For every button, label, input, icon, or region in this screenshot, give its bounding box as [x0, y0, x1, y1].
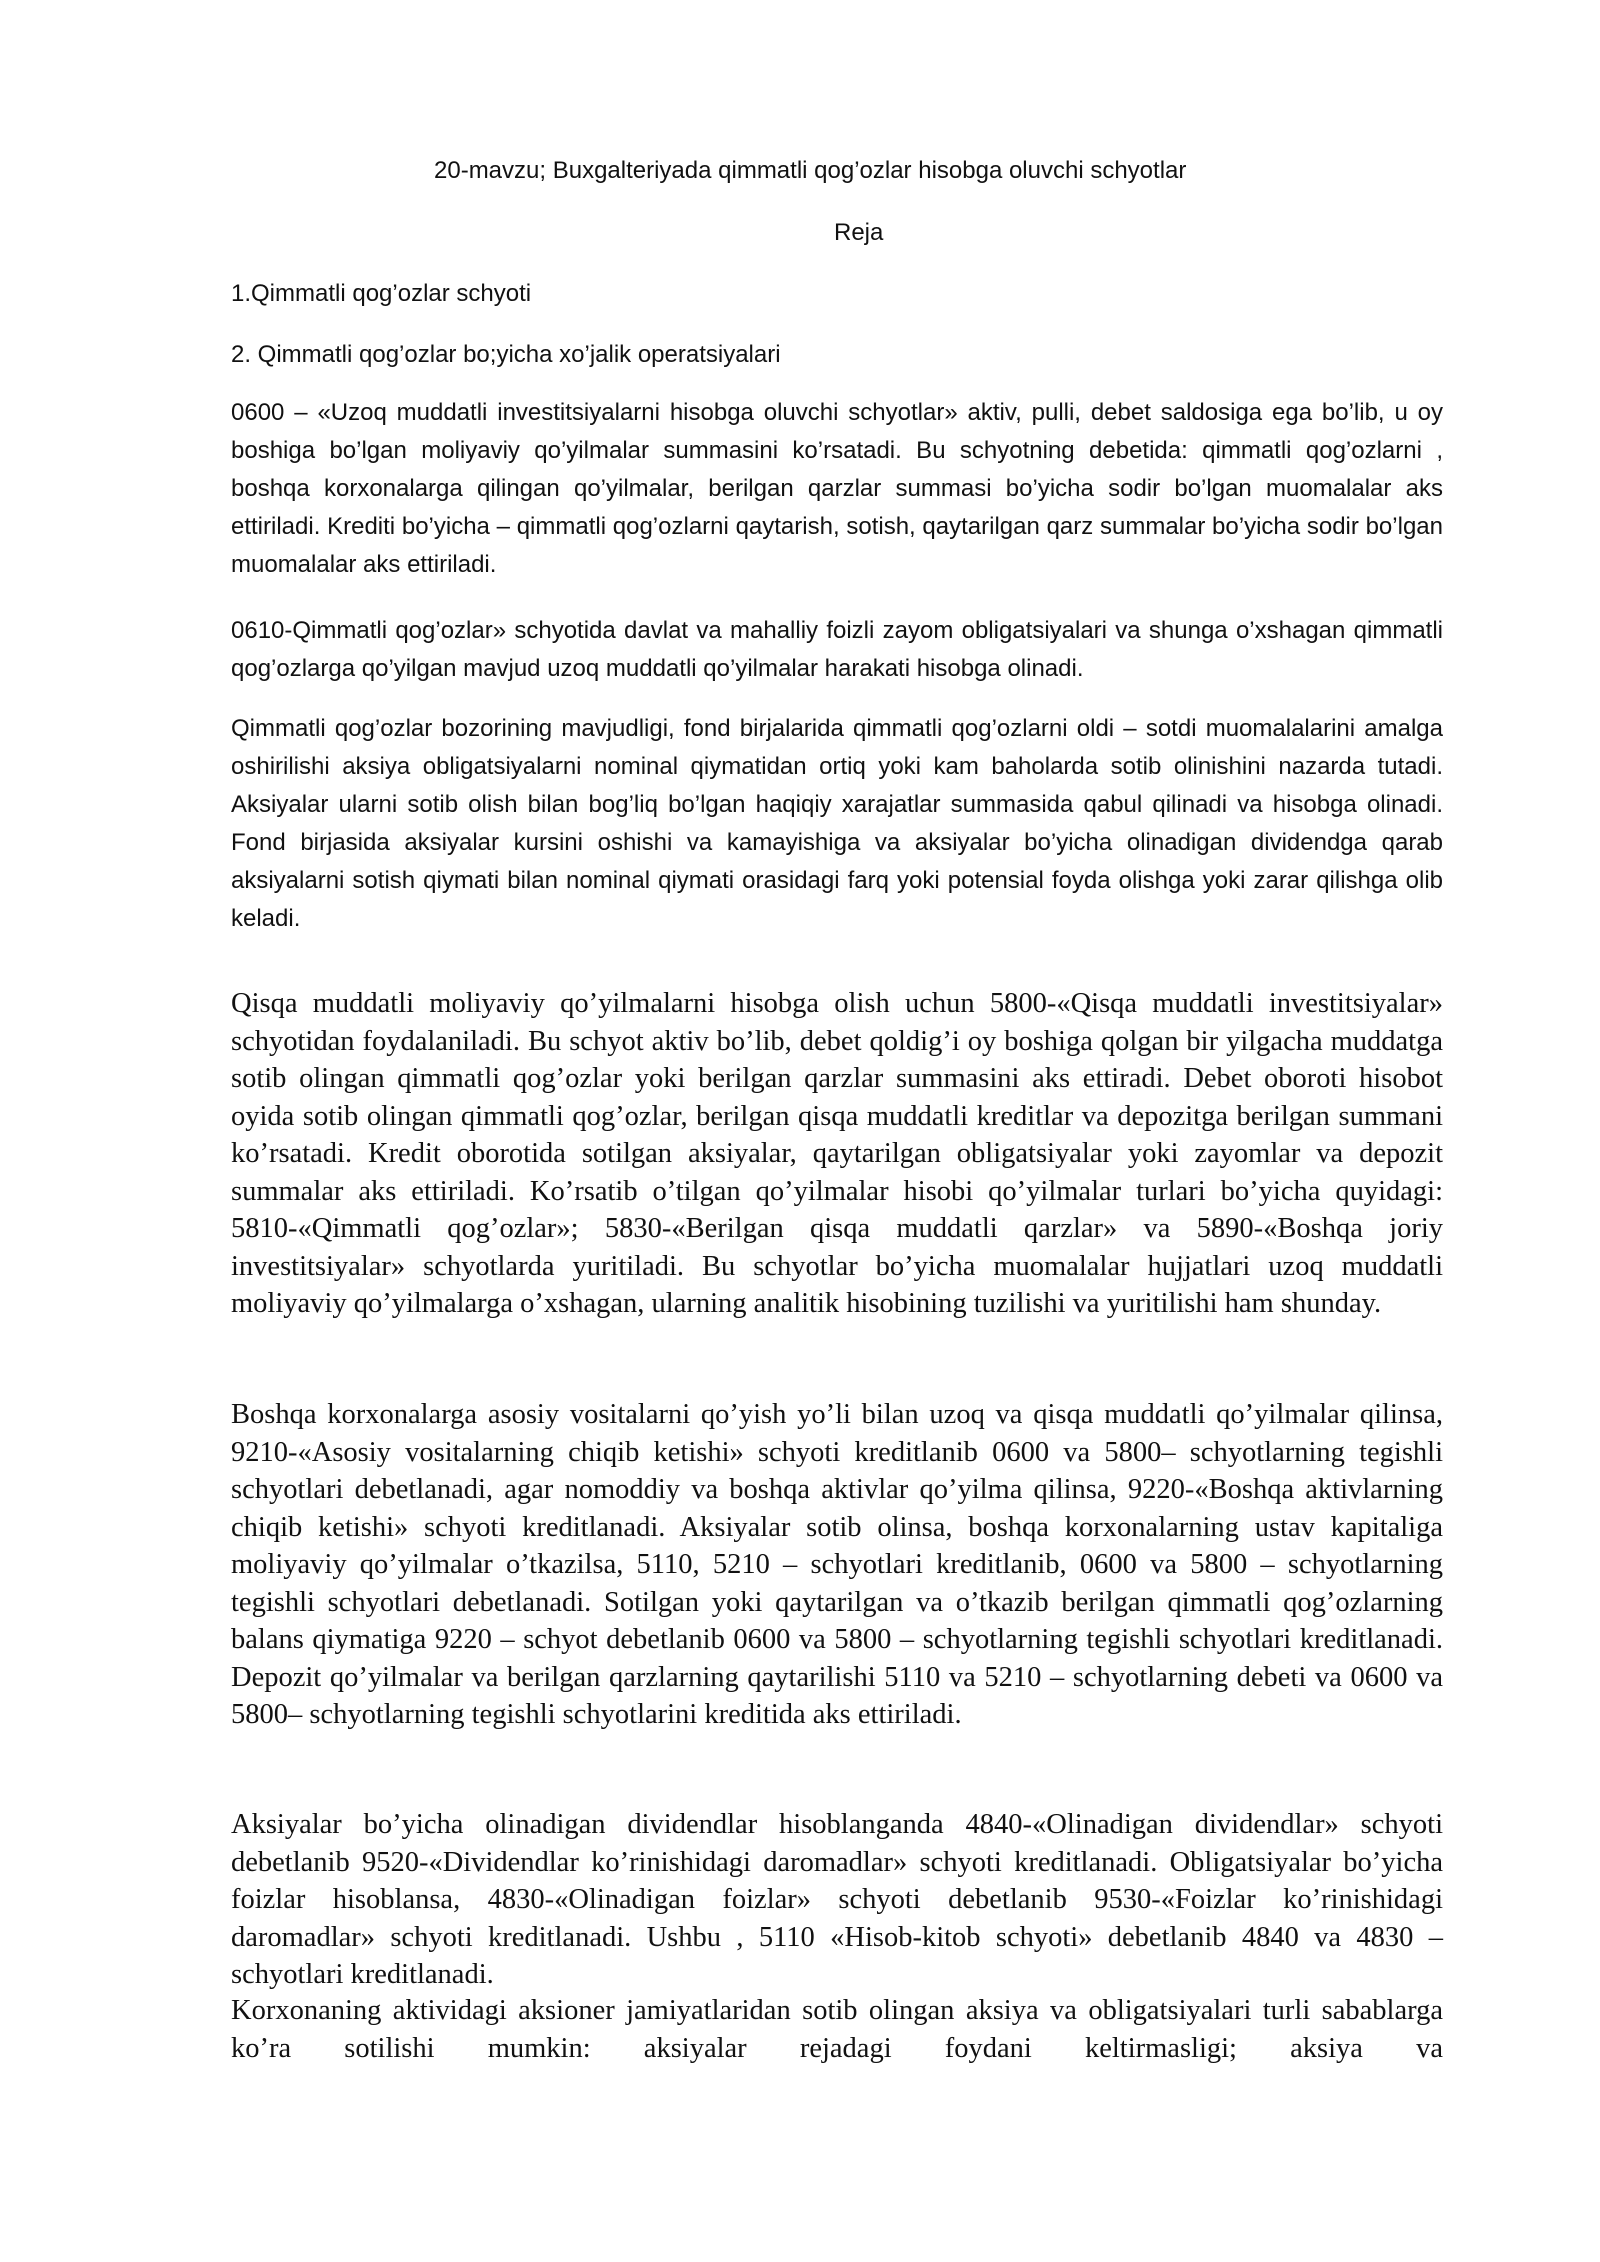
plan-item-1: 1.Qimmatli qog’ozlar schyoti — [231, 280, 532, 307]
paragraph-account-0600: 0600 – «Uzoq muddatli investitsiyalarni hisobga oluvchi schyotlar» aktiv, pulli, debet saldosiga ega bo’lib, u oy boshiga bo’lgan moliyaviy qo’yilmalar summasini ko’rsatadi. Bu schyotning debetida: qimmatli qog’ozlarni , boshqa korxonalarga qilingan qo’yilmalar, berilgan qarzlar summasi bo’yicha sodir bo’lgan muomalalar aks ettiriladi. Krediti bo’yicha – qimmatli qog’ozlarni qaytarish, sotish, qaytarilgan qarz summalar bo’yicha sodir bo’lgan muomalalar aks ettiriladi. — [231, 399, 1443, 578]
paragraph-account-0610: 0610-Qimmatli qog’ozlar» schyotida davlat va mahalliy foizli zayom obligatsiyalari va shunga o’xshagan qimmatli qog’ozlarga qo’yilgan mavjud uzoq muddatli qo’yilmalar harakati hisobga olinadi. — [231, 617, 1443, 682]
document-subtitle: Reja — [834, 219, 884, 246]
document-title: 20-mavzu; Buxgalteriyada qimmatli qog’ozlar hisobga oluvchi schyotlar — [434, 157, 1187, 184]
paragraph-account-5800: Qisqa muddatli moliyaviy qo’yilmalarni hisobga olish uchun 5800-«Qisqa muddatli investitsiyalar» schyotidan foydalaniladi. Bu schyot aktiv bo’lib, debet qoldig’i oy boshiga qolgan bir yilgacha muddatga sotib olingan qimmatli qog’ozlar yoki berilgan qarzlar summasini aks ettiradi. Debet oboroti hisobot oyida sotib olingan qimmatli qog’ozlar, berilgan qisqa muddatli kreditlar va depozitga berilgan summani ko’rsatadi. Kredit oborotida sotilgan aksiyalar, qaytarilgan obligatsiyalar yoki zayomlar va depozit summalar aks ettiriladi. Ko’rsatib o’tilgan qo’yilmalar hisobi qo’yilmalar turlari bo’yicha quyidagi: 5810-«Qimmatli qog’ozlar»; 5830-«Berilgan qisqa muddatli qarzlar» va 5890-«Boshqa joriy investitsiyalar» schyotlarda yuritiladi. Bu schyotlar bo’yicha muomalalar hujjatlari uzoq muddatli moliyaviy qo’yilmalarga o’xshagan, ularning analitik hisobining tuzilishi va yuritilishi ham shunday. — [231, 988, 1443, 1319]
plan-item-2: 2. Qimmatli qog’ozlar bo;yicha xo’jalik operatsiyalari — [231, 341, 781, 368]
paragraph-dividends: Aksiyalar bo’yicha olinadigan dividendlar hisoblanganda 4840-«Olinadigan dividendlar» schyoti debetlanib 9520-«Dividendlar ko’rinishidagi daromadlar» schyoti kreditlanadi. Obligatsiyalar bo’yicha foizlar hisoblansa, 4830-«Olinadigan foizlar» schyoti debetlanib 9530-«Foizlar ko’rinishidagi daromadlar» schyoti kreditlanadi. Ushbu , 5110 «Hisob-kitob schyoti» debetlanib 4840 va 4830 – schyotlari kreditlanadi. — [231, 1809, 1443, 1990]
paragraph-fixed-assets-investments: Boshqa korxonalarga asosiy vositalarni qo’yish yo’li bilan uzoq va qisqa muddatli qo’yilmalar qilinsa, 9210-«Asosiy vositalarning chiqib ketishi» schyoti kreditlanib 0600 va 5800– schyotlarning tegishli schyotlari debetlanadi, agar nomoddiy va boshqa aktivlar qo’yilma qilinsa, 9220-«Boshqa aktivlarning chiqib ketishi» schyoti kreditlanadi. Aksiyalar sotib olinsa, boshqa korxonalarning ustav kapitaliga moliyaviy qo’yilmalar o’tkazilsa, 5110, 5210 – schyotlari kreditlanib, 0600 va 5800 – schyotlarning tegishli schyotlari debetlanadi. Sotilgan yoki qaytarilgan va o’tkazib berilgan qimmatli qog’ozlarning balans qiymatiga 9220 – schyot debetlanib 0600 va 5800 – schyotlarning tegishli schyotlari kreditlanadi. Depozit qo’yilmalar va berilgan qarzlarning qaytarilishi 5110 va 5210 – schyotlarning debeti va 0600 va 5800– schyotlarning tegishli schyotlarini kreditida aks ettiriladi. — [231, 1399, 1443, 1730]
paragraph-shares-sale: Korxonaning aktividagi aksioner jamiyatlaridan sotib olingan aksiya va obligatsiyalari turli sabablarga ko’ra sotilishi mumkin: aksiyalar rejadagi foydani keltirmasligi; aksiya va — [231, 1995, 1443, 2064]
paragraph-securities-market: Qimmatli qog’ozlar bozorining mavjudligi, fond birjalarida qimmatli qog’ozlarni oldi – sotdi muomalalarini amalga oshirilishi aksiya obligatsiyalarni nominal qiymatidan ortiq yoki kam baholarda sotib olinishini nazarda tutadi. Aksiyalar ularni sotib olish bilan bog’liq bo’lgan haqiqiy xarajatlar summasida qabul qilinadi va hisobga olinadi. Fond birjasida aksiyalar kursini oshishi va kamayishiga va aksiyalar bo’yicha olinadigan dividendga qarab aksiyalarni sotish qiymati bilan nominal qiymati orasidagi farq yoki potensial foyda olishga yoki zarar qilishga olib keladi. — [231, 715, 1443, 932]
